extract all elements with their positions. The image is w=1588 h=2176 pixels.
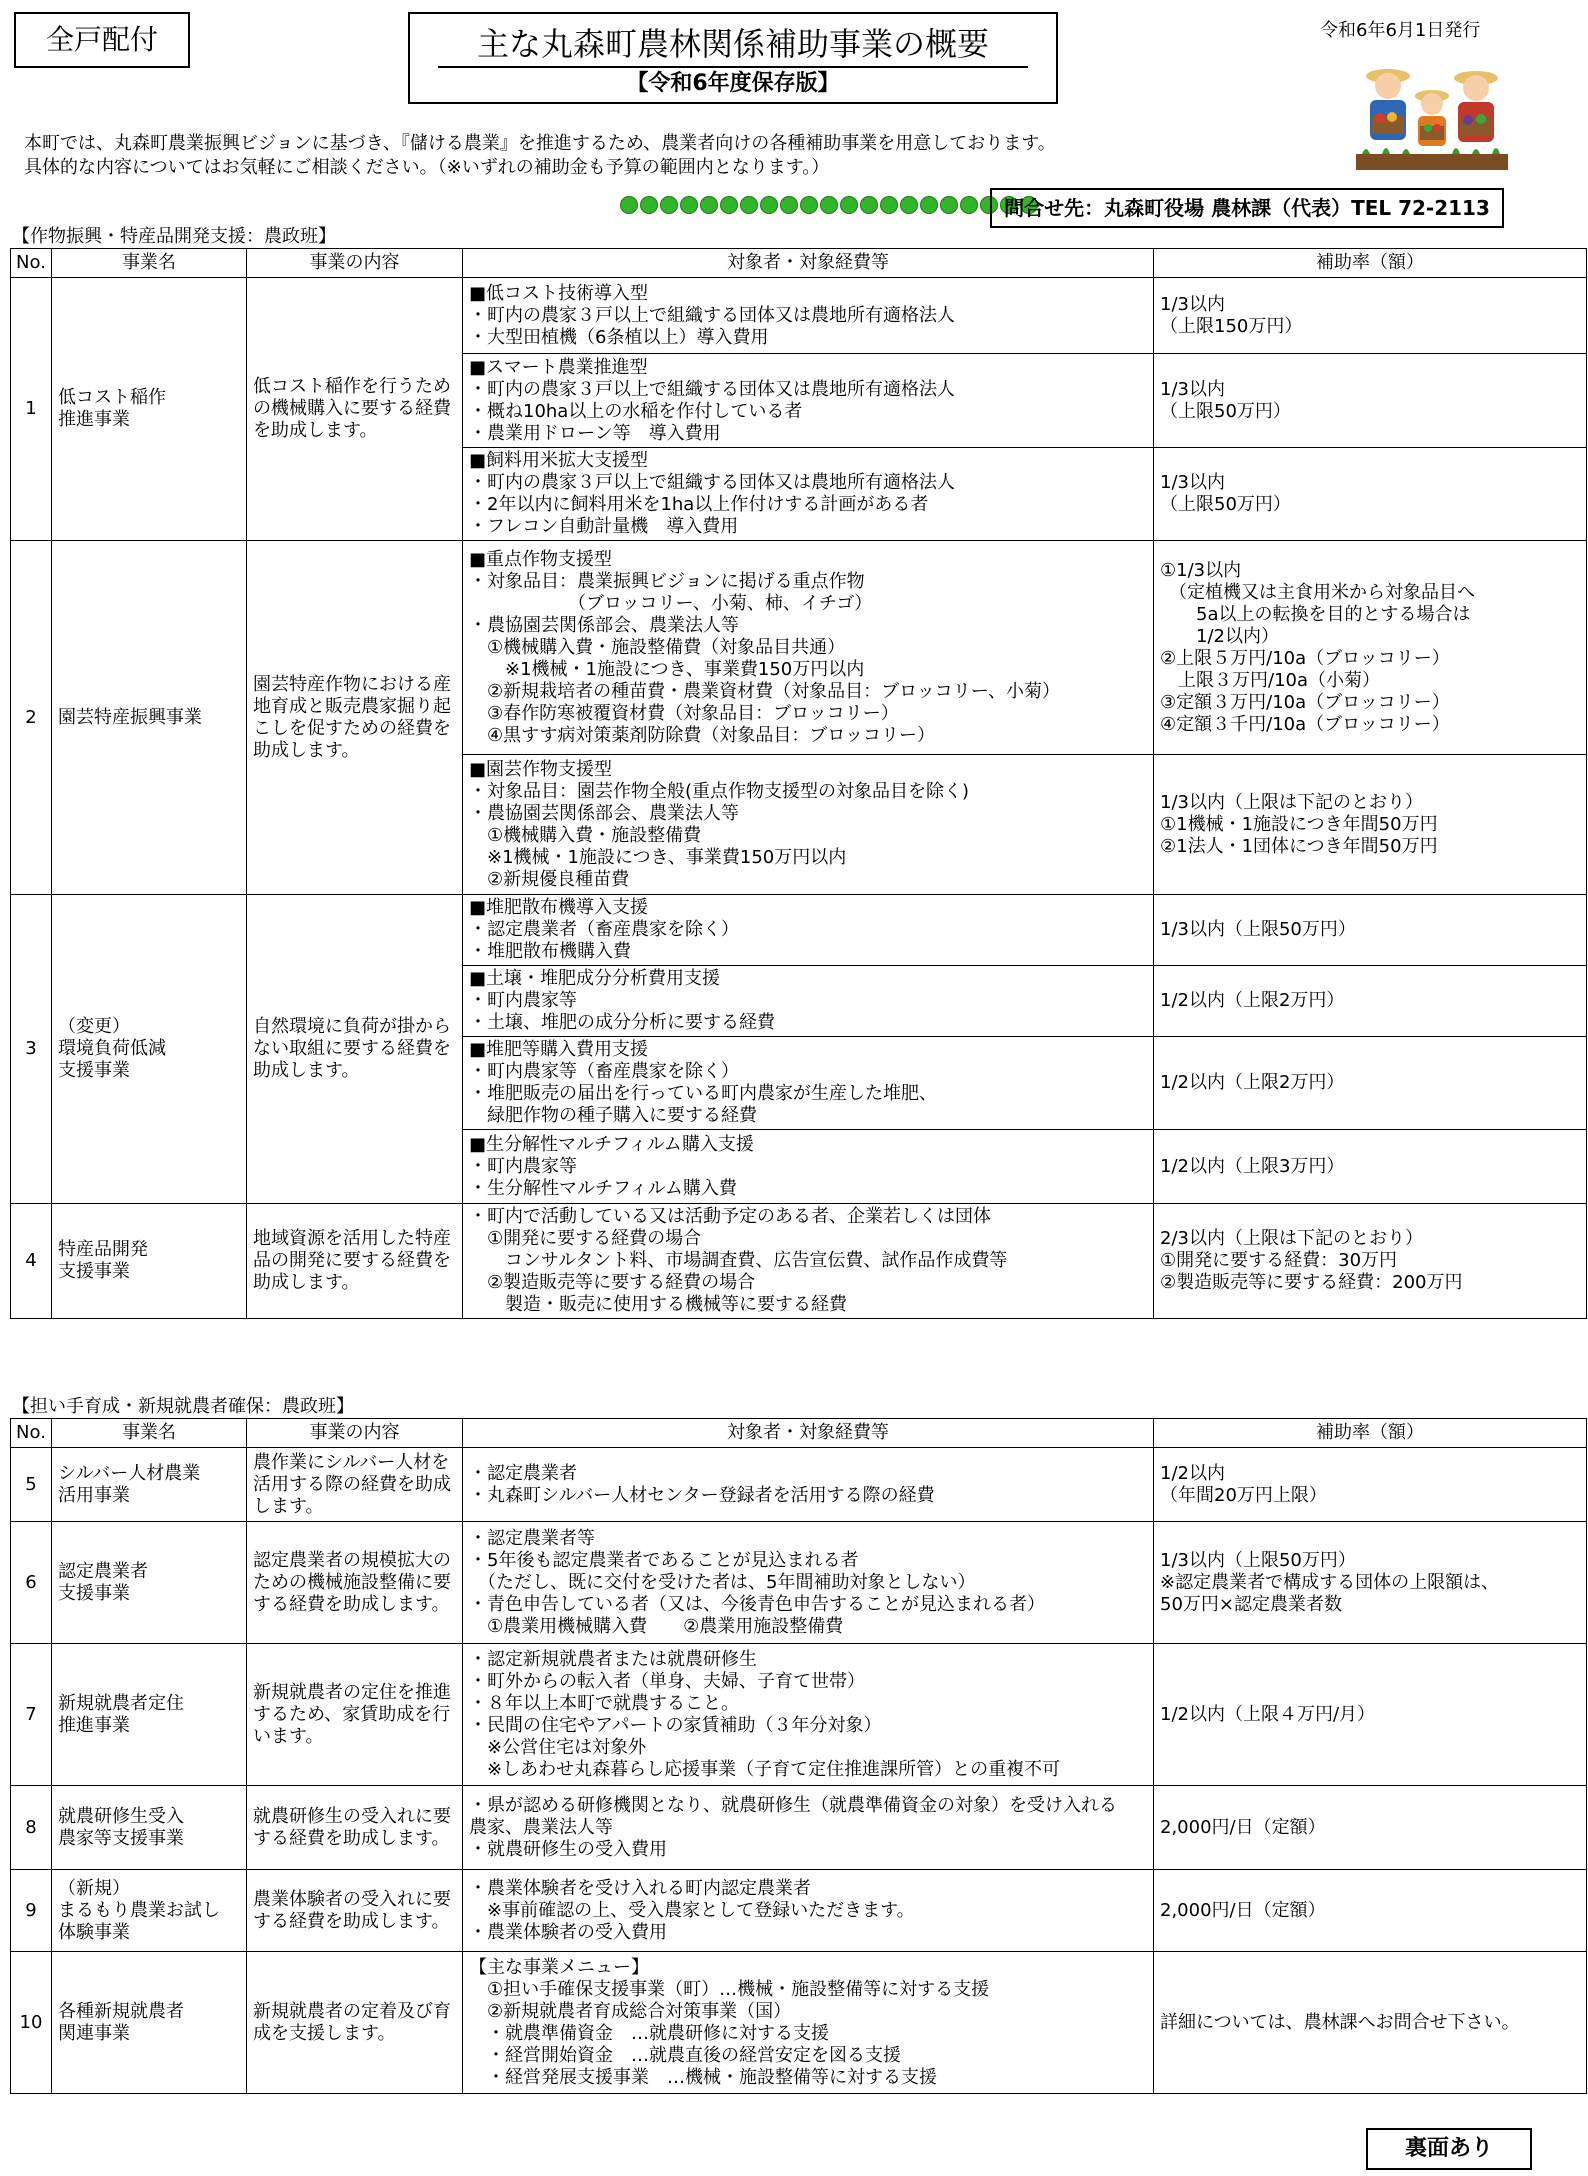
green-dot (820, 196, 838, 214)
section1-table (10, 248, 1587, 1319)
project-content: 地域資源を活用した特産品の開発に要する経費を助成します。 (247, 1204, 463, 1319)
project-content: 新規就農者の定住を推進するため、家賃助成を行います。 (247, 1644, 463, 1786)
project-name: シルバー人材農業 活用事業 (52, 1448, 247, 1522)
col-header-rate: 補助率（額） (1154, 249, 1587, 278)
subsidy-rate: 1/3以内（上限は下記のとおり） ①1機械・1施設につき年間50万円 ②1法人・1団体につき年間50万円 (1154, 755, 1587, 895)
green-dot (840, 196, 858, 214)
distribution-badge: 全戸配付 (14, 12, 190, 68)
green-dot (740, 196, 758, 214)
target-and-costs: ■生分解性マルチフィルム購入支援 ・町内農家等 ・生分解性マルチフィルム購入費 (463, 1130, 1154, 1204)
row-no: 1 (11, 278, 52, 541)
table-row (11, 1448, 1587, 1522)
back-side-note: 裏面あり (1366, 2128, 1532, 2170)
col-header-content: 事業の内容 (247, 249, 463, 278)
page-title: 主な丸森町農林関係補助事業の概要 (476, 25, 989, 63)
target-and-costs: ■堆肥等購入費用支援 ・町内農家等（畜産農家を除く） ・堆肥販売の届出を行っている町内農家が生産した堆肥、 緑肥作物の種子購入に要する経費 (463, 1037, 1154, 1130)
target-and-costs: ■重点作物支援型 ・対象品目：農業振興ビジョンに掲げる重点作物 （ブロッコリー、小菊、柿、イチゴ） ・農協園芸関係部会、農業法人等 ①機械購入費・施設整備費（対象品目共通） ※1機械・1施設につき、事業費150万円以内 ②新規栽培者の種苗費・農業資材費（対象品目：ブロッコリー、小菊） ③春作防寒被覆資材費（対象品目：ブロッコリー） ④黒すす病対策薬剤防除費（対象品目：ブロッコリー） (463, 541, 1154, 755)
row-no: 8 (11, 1786, 52, 1870)
target-and-costs: ・県が認める研修機関となり、就農研修生（就農準備資金の対象）を受け入れる 農家、農業法人等 ・就農研修生の受入費用 (463, 1786, 1154, 1870)
subsidy-rate: 1/3以内（上限50万円） ※認定農業者で構成する団体の上限額は、 50万円×認定農業者数 (1154, 1522, 1587, 1644)
green-dot (640, 196, 658, 214)
project-name: 園芸特産振興事業 (52, 541, 247, 895)
row-no: 9 (11, 1870, 52, 1952)
project-content: 農業体験者の受入れに要する経費を助成します。 (247, 1870, 463, 1952)
page-subtitle: 【令和6年度保存版】 (626, 71, 840, 96)
project-content: 自然環境に負荷が掛からない取組に要する経費を助成します。 (247, 895, 463, 1204)
table-row (11, 1522, 1587, 1644)
subsidy-rate: 1/3以内 （上限150万円） (1154, 278, 1587, 354)
intro-text (24, 132, 1324, 180)
project-name: 各種新規就農者 関連事業 (52, 1952, 247, 2094)
project-name: 低コスト稲作 推進事業 (52, 278, 247, 541)
subsidy-rate: 1/2以内（上限2万円） (1154, 966, 1587, 1037)
project-name: 就農研修生受入 農家等支援事業 (52, 1786, 247, 1870)
green-dot (960, 196, 978, 214)
table-row (11, 1952, 1587, 2094)
row-no: 7 (11, 1644, 52, 1786)
target-and-costs: ■低コスト技術導入型 ・町内の農家３戸以上で組織する団体又は農地所有適格法人 ・大型田植機（6条植以上）導入費用 (463, 278, 1154, 354)
target-and-costs: ・町内で活動している又は活動予定のある者、企業若しくは団体 ①開発に要する経費の場合 コンサルタント料、市場調査費、広告宣伝費、試作品作成費等 ②製造販売等に要する経費の場合 製造・販売に使用する機械等に要する経費 (463, 1204, 1154, 1319)
subsidy-rate: 2,000円/日（定額） (1154, 1870, 1587, 1952)
row-no: 10 (11, 1952, 52, 2094)
project-name: 特産品開発 支援事業 (52, 1204, 247, 1319)
green-dot (880, 196, 898, 214)
project-name: 新規就農者定住 推進事業 (52, 1644, 247, 1786)
intro-line-1: 本町では、丸森町農業振興ビジョンに基づき、『儲ける農業』を推進するため、農業者向けの各種補助事業を用意しております。 (24, 133, 1056, 154)
target-and-costs: ・認定農業者等 ・5年後も認定農業者であることが見込まれる者 （ただし、既に交付を受けた者は、5年間補助対象としない） ・青色申告している者（又は、今後青色申告することが見込まれる者） ①農業用機械購入費 ②農業用施設整備費 (463, 1522, 1154, 1644)
contact-box: 問合せ先：丸森町役場 農林課（代表）TEL 72-2113 (990, 188, 1504, 228)
green-dot (920, 196, 938, 214)
green-dot (620, 196, 638, 214)
project-content: 農作業にシルバー人材を活用する際の経費を助成します。 (247, 1448, 463, 1522)
col-header-content: 事業の内容 (247, 1419, 463, 1448)
section2-heading: 【担い手育成・新規就農者確保：農政班】 (12, 1396, 354, 1417)
target-and-costs: ・認定新規就農者または就農研修生 ・町外からの転入者（単身、夫婦、子育て世帯） ・８年以上本町で就農すること。 ・民間の住宅やアパートの家賃補助（３年分対象） ※公営住宅は対象外 ※しあわせ丸森暮らし応援事業（子育て定住推進課所管）との重複不可 (463, 1644, 1154, 1786)
target-and-costs: ■スマート農業推進型 ・町内の農家３戸以上で組織する団体又は農地所有適格法人 ・概ね10ha以上の水稲を作付している者 ・農業用ドローン等 導入費用 (463, 354, 1154, 448)
project-name: （新規） まるもり農業お試し 体験事業 (52, 1870, 247, 1952)
subsidy-rate: 1/3以内 （上限50万円） (1154, 354, 1587, 448)
decorative-dot-row (620, 196, 1038, 216)
green-dot (660, 196, 678, 214)
col-header-name: 事業名 (52, 1419, 247, 1448)
table-row (11, 1786, 1587, 1870)
green-dot (860, 196, 878, 214)
intro-line-2: 具体的な内容についてはお気軽にご相談ください。（※いずれの補助金も予算の範囲内となります。） (24, 157, 830, 178)
project-name: 認定農業者 支援事業 (52, 1522, 247, 1644)
subsidy-rate: 1/2以内 （年間20万円上限） (1154, 1448, 1587, 1522)
target-and-costs: ■園芸作物支援型 ・対象品目：園芸作物全般(重点作物支援型の対象品目を除く) ・農協園芸関係部会、農業法人等 ①機械購入費・施設整備費 ※1機械・1施設につき、事業費150万円以内 ②新規優良種苗費 (463, 755, 1154, 895)
target-and-costs: ■飼料用米拡大支援型 ・町内の農家３戸以上で組織する団体又は農地所有適格法人 ・2年以内に飼料用米を1ha以上作付けする計画がある者 ・フレコン自動計量機 導入費用 (463, 448, 1154, 541)
issue-date: 令和6年6月1日発行 (1320, 20, 1481, 41)
farmer-family-illustration (1348, 56, 1516, 176)
green-dot (940, 196, 958, 214)
target-and-costs: ■堆肥散布機導入支援 ・認定農業者（畜産農家を除く） ・堆肥散布機購入費 (463, 895, 1154, 966)
section1-heading: 【作物振興・特産品開発支援：農政班】 (12, 226, 336, 247)
col-header-no: No. (11, 1419, 52, 1448)
green-dot (700, 196, 718, 214)
project-content: 園芸特産作物における産地育成と販売農家掘り起こしを促すための経費を助成します。 (247, 541, 463, 895)
table-row (11, 541, 1587, 755)
green-dot (780, 196, 798, 214)
table-row (11, 895, 1587, 966)
project-content: 認定農業者の規模拡大のための機械施設整備に要する経費を助成します。 (247, 1522, 463, 1644)
green-dot (720, 196, 738, 214)
col-header-rate: 補助率（額） (1154, 1419, 1587, 1448)
row-no: 6 (11, 1522, 52, 1644)
table-row (11, 1644, 1587, 1786)
subsidy-rate: ①1/3以内 （定植機又は主食用米から対象品目へ 5a以上の転換を目的とする場合は 1/2以内） ②上限５万円/10a（ブロッコリー） 上限３万円/10a（小菊） ③定額３万円/10a（ブロッコリー） ④定額３千円/10a（ブロッコリー） (1154, 541, 1587, 755)
green-dot (680, 196, 698, 214)
row-no: 3 (11, 895, 52, 1204)
project-content: 低コスト稲作を行うための機械購入に要する経費を助成します。 (247, 278, 463, 541)
project-name: （変更） 環境負荷低減 支援事業 (52, 895, 247, 1204)
row-no: 2 (11, 541, 52, 895)
subsidy-rate: 詳細については、農林課へお問合せ下さい。 (1154, 1952, 1587, 2094)
table-header-row (11, 249, 1587, 278)
subsidy-rate: 2/3以内（上限は下記のとおり） ①開発に要する経費：30万円 ②製造販売等に要する経費：200万円 (1154, 1204, 1587, 1319)
green-dot (760, 196, 778, 214)
table-row (11, 1204, 1587, 1319)
target-and-costs: 【主な事業メニュー】 ①担い手確保支援事業（町）…機械・施設整備等に対する支援 ②新規就農者育成総合対策事業（国） ・就農準備資金 …就農研修に対する支援 ・経営開始資金 …就農直後の経営安定を図る支援 ・経営発展支援事業 …機械・施設整備等に対する支援 (463, 1952, 1154, 2094)
col-header-name: 事業名 (52, 249, 247, 278)
subsidy-rate: 1/2以内（上限４万円/月） (1154, 1644, 1587, 1786)
green-dot (800, 196, 818, 214)
table-row (11, 278, 1587, 354)
col-header-target: 対象者・対象経費等 (463, 249, 1154, 278)
green-dot (900, 196, 918, 214)
title-box (408, 12, 1058, 104)
col-header-target: 対象者・対象経費等 (463, 1419, 1154, 1448)
project-content: 新規就農者の定着及び育成を支援します。 (247, 1952, 463, 2094)
subsidy-rate: 1/2以内（上限2万円） (1154, 1037, 1587, 1130)
title-underline (438, 66, 1028, 68)
row-no: 5 (11, 1448, 52, 1522)
table-header-row (11, 1419, 1587, 1448)
project-content: 就農研修生の受入れに要する経費を助成します。 (247, 1786, 463, 1870)
subsidy-rate: 1/2以内（上限3万円） (1154, 1130, 1587, 1204)
target-and-costs: ・農業体験者を受け入れる町内認定農業者 ※事前確認の上、受入農家として登録いただきます。 ・農業体験者の受入費用 (463, 1870, 1154, 1952)
col-header-no: No. (11, 249, 52, 278)
table-row (11, 1870, 1587, 1952)
target-and-costs: ・認定農業者 ・丸森町シルバー人材センター登録者を活用する際の経費 (463, 1448, 1154, 1522)
target-and-costs: ■土壌・堆肥成分分析費用支援 ・町内農家等 ・土壌、堆肥の成分分析に要する経費 (463, 966, 1154, 1037)
section2-table (10, 1418, 1587, 2094)
row-no: 4 (11, 1204, 52, 1319)
subsidy-rate: 1/3以内（上限50万円） (1154, 895, 1587, 966)
subsidy-rate: 1/3以内 （上限50万円） (1154, 448, 1587, 541)
subsidy-rate: 2,000円/日（定額） (1154, 1786, 1587, 1870)
